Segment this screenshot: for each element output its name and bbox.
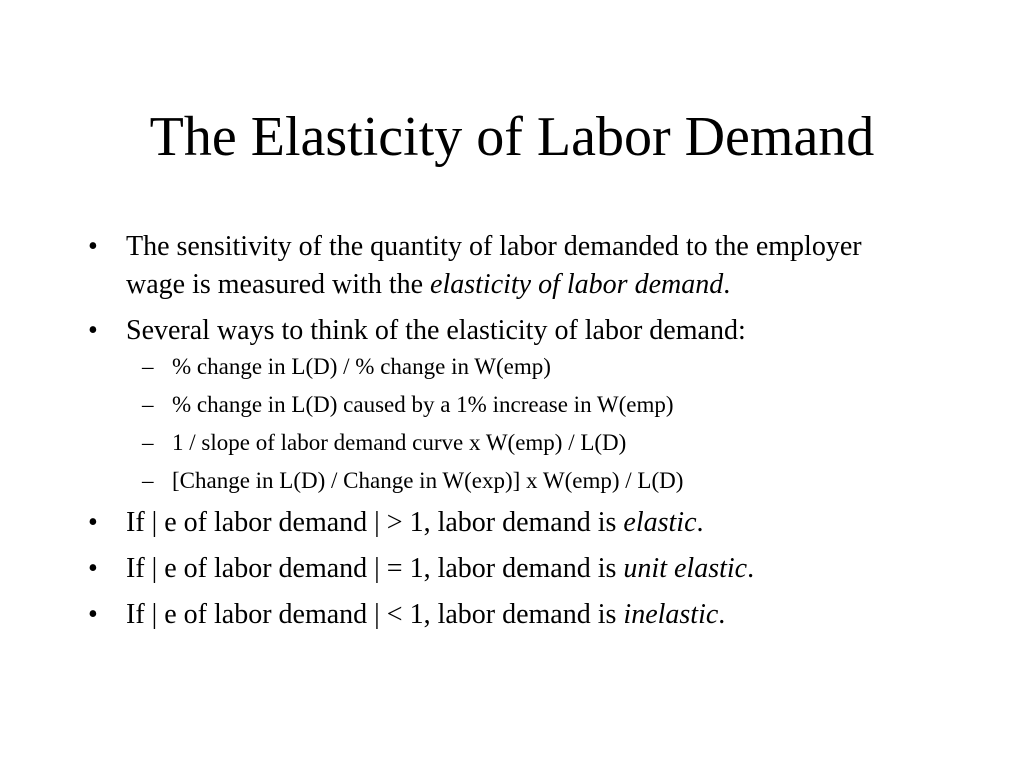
bullet-emphasis: inelastic <box>623 599 719 630</box>
bullet-item-elastic <box>0 504 1024 542</box>
sub-item <box>0 352 1024 382</box>
sub-marker: – <box>142 430 154 455</box>
bullet-text-end: . <box>723 269 731 300</box>
bullet-marker: • <box>88 507 98 538</box>
sub-item-text: % change in L(D) caused by a 1% increase in W(emp) <box>172 392 674 417</box>
sub-item-text: 1 / slope of labor demand curve x W(emp) / L(D) <box>172 430 627 455</box>
bullet-item-sensitivity <box>0 228 1024 304</box>
bullet-marker: • <box>88 553 98 584</box>
sub-marker: – <box>142 392 154 417</box>
sub-marker: – <box>142 468 154 493</box>
sub-marker: – <box>142 354 154 379</box>
bullet-emphasis: unit elastic <box>623 553 748 584</box>
sub-item <box>0 390 1024 420</box>
bullet-emphasis: elasticity of labor demand <box>430 269 724 300</box>
bullet-list <box>0 228 1024 642</box>
bullet-text: Several ways to think of the elasticity of labor demand: <box>126 315 746 346</box>
bullet-marker: • <box>88 599 98 630</box>
bullet-item-unit-elastic <box>0 550 1024 588</box>
bullet-text: If | e of labor demand | = 1, labor demand is <box>126 553 624 584</box>
bullet-item-inelastic <box>0 596 1024 634</box>
bullet-marker: • <box>88 231 98 262</box>
bullet-item-several-ways <box>0 312 1024 350</box>
bullet-emphasis: elastic <box>623 507 697 538</box>
sub-item <box>0 466 1024 496</box>
bullet-text-end: . <box>718 599 726 630</box>
sub-item <box>0 428 1024 458</box>
sub-item-text: [Change in L(D) / Change in W(exp)] x W(emp) / L(D) <box>172 468 684 493</box>
bullet-text-end: . <box>747 553 755 584</box>
bullet-text: If | e of labor demand | < 1, labor demand is <box>126 599 624 630</box>
bullet-text: If | e of labor demand | > 1, labor demand is <box>126 507 624 538</box>
bullet-text-end: . <box>696 507 704 538</box>
slide-title: The Elasticity of Labor Demand <box>149 106 875 168</box>
bullet-text: The sensitivity of the quantity of labor demanded to the employer wage is measured with the <box>126 231 862 300</box>
bullet-marker: • <box>88 315 98 346</box>
sub-item-text: % change in L(D) / % change in W(emp) <box>172 354 551 379</box>
